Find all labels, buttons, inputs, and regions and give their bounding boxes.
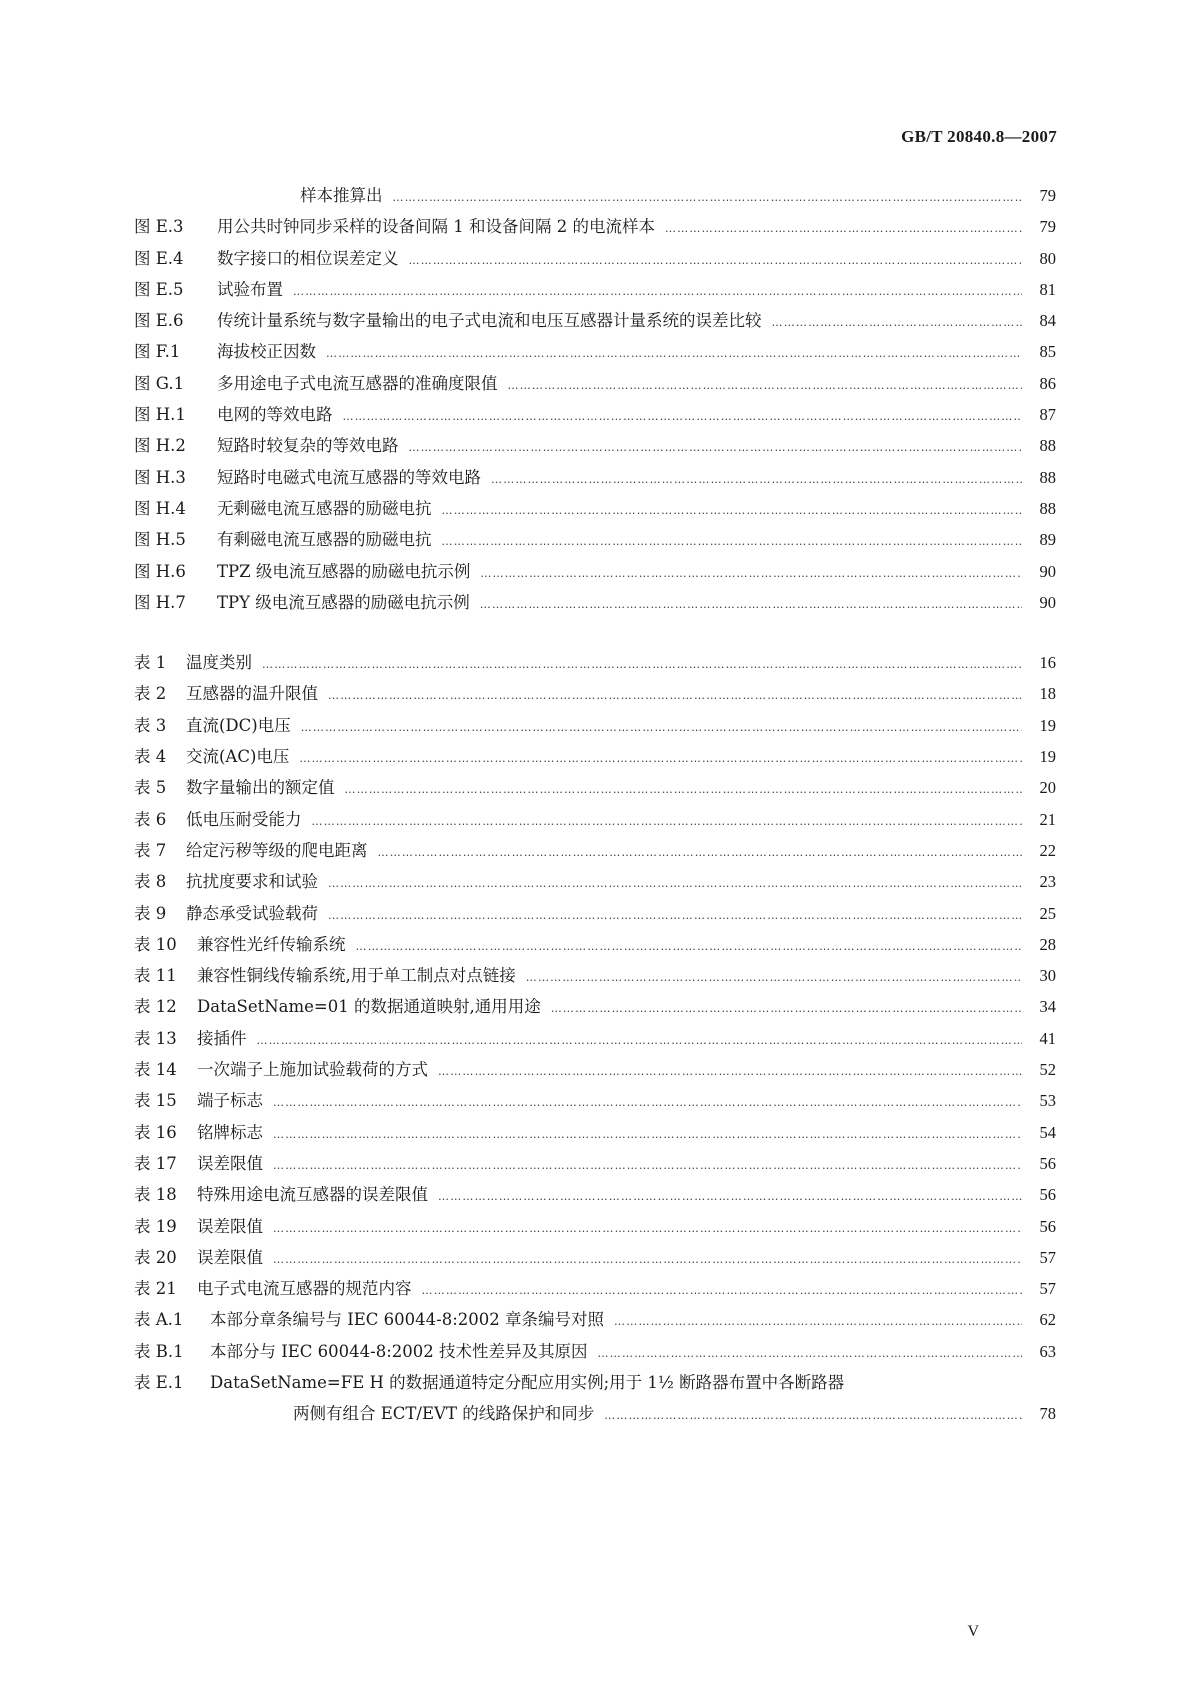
entry-page: 19	[1039, 715, 1056, 735]
entry-title: 样本推算出	[300, 186, 383, 205]
toc-entry[interactable]	[134, 1242, 1056, 1273]
page-number: V	[967, 1623, 979, 1640]
entry-page: 81	[1039, 279, 1056, 299]
toc-entry[interactable]	[134, 835, 1056, 866]
entry-number: 图 G.1	[134, 373, 185, 393]
entry-page: 84	[1039, 311, 1056, 331]
entry-page: 41	[1039, 1028, 1056, 1048]
entry-number: 表 3	[134, 715, 167, 735]
toc-entry[interactable]	[134, 1023, 1056, 1054]
entry-title: 端子标志	[197, 1091, 263, 1111]
entry-page: 56	[1039, 1185, 1056, 1205]
toc-entry[interactable]	[134, 1336, 1056, 1367]
dot-leader	[409, 432, 1023, 463]
entry-number: 图 H.5	[134, 530, 186, 550]
dot-leader	[273, 1087, 1022, 1118]
toc-entry[interactable]	[134, 741, 1056, 772]
toc-entry[interactable]	[134, 772, 1056, 803]
entry-title: 多用途电子式电流互感器的准确度限值	[217, 373, 498, 393]
entry-title: 试验布置	[217, 279, 283, 299]
entry-page: 57	[1039, 1279, 1056, 1299]
dot-leader	[438, 1056, 1022, 1087]
entry-page: 90	[1039, 561, 1056, 581]
dot-leader	[438, 1181, 1022, 1212]
entry-title: TPY 级电流互感器的励磁电抗示例	[217, 592, 470, 612]
entry-title: 短路时较复杂的等效电路	[217, 436, 399, 456]
entry-number: 表 13	[134, 1028, 177, 1048]
entry-number: 表 4	[134, 747, 167, 767]
entry-title: 短路时电磁式电流互感器的等效电路	[217, 467, 481, 487]
entry-page: 78	[1039, 1404, 1056, 1424]
dot-leader	[301, 712, 1022, 743]
entry-page: 88	[1039, 467, 1056, 487]
toc-entry[interactable]	[134, 991, 1056, 1022]
dot-leader	[442, 495, 1023, 526]
entry-number: 表 2	[134, 684, 167, 704]
entry-title: 数字量输出的额定值	[186, 778, 335, 798]
entry-page: 25	[1039, 903, 1056, 923]
entry-page: 34	[1039, 997, 1056, 1017]
entry-title: 互感器的温升限值	[186, 684, 318, 704]
entry-number: 图 E.3	[134, 217, 184, 237]
entry-page: 23	[1039, 872, 1056, 892]
entry-title: 接插件	[197, 1028, 247, 1048]
dot-leader	[343, 401, 1023, 432]
entry-number: 图 E.5	[134, 279, 184, 299]
entry-title: 特殊用途电流互感器的误差限值	[197, 1185, 428, 1205]
entry-number: 表 17	[134, 1153, 177, 1173]
toc-entry[interactable]	[134, 960, 1056, 991]
dot-leader	[345, 774, 1023, 805]
standard-code: GB/T 20840.8—2007	[901, 127, 1057, 146]
entry-title: 铭牌标志	[197, 1122, 263, 1142]
entry-number: 表 6	[134, 809, 167, 829]
dot-leader	[551, 993, 1022, 1024]
entry-page: 19	[1039, 747, 1056, 767]
entry-number: 表 21	[134, 1279, 177, 1299]
dot-leader	[356, 931, 1023, 962]
entry-number: 表 10	[134, 934, 177, 954]
entry-page: 79	[1039, 186, 1056, 205]
entry-page: 56	[1039, 1216, 1056, 1236]
dot-leader	[598, 1338, 1022, 1369]
entry-title: 传统计量系统与数字量输出的电子式电流和电压互感器计量系统的误差比较	[217, 311, 762, 331]
dot-leader	[262, 649, 1022, 680]
dot-leader	[772, 307, 1023, 338]
entry-title: DataSetName=FE H 的数据通道特定分配应用实例;用于 1½ 断路器布置中各断路器	[210, 1372, 845, 1392]
entry-page: 21	[1039, 809, 1056, 829]
entry-number: 表 E.1	[134, 1372, 184, 1392]
entry-title: 两侧有组合 ECT/EVT 的线路保护和同步	[293, 1404, 595, 1424]
entry-number: 表 5	[134, 778, 167, 798]
dot-leader	[526, 962, 1022, 993]
toc-entry[interactable]	[134, 804, 1056, 835]
entry-page: 85	[1039, 342, 1056, 362]
entry-title: 无剩磁电流互感器的励磁电抗	[217, 498, 432, 518]
toc-entry[interactable]	[134, 336, 1056, 367]
toc-entry[interactable]	[134, 1211, 1056, 1242]
dot-leader	[328, 868, 1022, 899]
dot-leader	[442, 526, 1023, 557]
entry-title: TPZ 级电流互感器的励磁电抗示例	[217, 561, 471, 581]
entry-page: 54	[1039, 1122, 1056, 1142]
entry-number: 表 11	[134, 966, 177, 986]
entry-title: 温度类别	[186, 653, 252, 673]
entry-number: 表 19	[134, 1216, 177, 1236]
toc-entry[interactable]	[134, 462, 1056, 493]
toc-entry[interactable]	[134, 929, 1056, 960]
entry-number: 图 F.1	[134, 342, 181, 362]
toc-entry[interactable]	[134, 243, 1056, 274]
toc-entry[interactable]	[134, 211, 1056, 242]
toc-entry[interactable]	[134, 180, 1056, 211]
entry-title: 误差限值	[197, 1247, 263, 1267]
entry-page: 57	[1039, 1247, 1056, 1267]
entry-page: 53	[1039, 1091, 1056, 1111]
dot-leader	[293, 276, 1022, 307]
toc-entry[interactable]	[134, 647, 1056, 678]
entry-title: 电子式电流互感器的规范内容	[197, 1279, 412, 1299]
entry-title: 交流(AC)电压	[186, 747, 290, 767]
entry-title: 静态承受试验载荷	[186, 903, 318, 923]
entry-title: 一次端子上施加试验载荷的方式	[197, 1060, 428, 1080]
entry-page: 56	[1039, 1153, 1056, 1173]
entry-title: 数字接口的相位误差定义	[217, 248, 399, 268]
entry-number: 图 H.3	[134, 467, 186, 487]
entry-page: 79	[1039, 217, 1056, 237]
entry-page: 18	[1039, 684, 1056, 704]
dot-leader	[312, 806, 1023, 837]
entry-number: 图 E.4	[134, 248, 184, 268]
entry-page: 22	[1039, 840, 1056, 860]
entry-page: 16	[1039, 653, 1056, 673]
entry-title: 兼容性光纤传输系统	[197, 934, 346, 954]
entry-number: 表 7	[134, 840, 167, 860]
toc-entry[interactable]	[134, 430, 1056, 461]
entry-number: 表 18	[134, 1185, 177, 1205]
entry-number: 表 8	[134, 872, 167, 892]
table-of-contents	[134, 180, 1056, 1430]
entry-number: 图 H.6	[134, 561, 186, 581]
entry-number: 图 H.7	[134, 592, 186, 612]
entry-title: 抗扰度要求和试验	[186, 872, 318, 892]
dot-leader	[328, 680, 1022, 711]
dot-leader	[257, 1025, 1023, 1056]
toc-entry[interactable]	[134, 1367, 1056, 1398]
dot-leader	[480, 558, 1022, 589]
dot-leader	[299, 743, 1022, 774]
toc-entry[interactable]	[134, 866, 1056, 897]
entry-number: 表 16	[134, 1122, 177, 1142]
entry-number: 图 H.2	[134, 436, 186, 456]
dot-leader	[328, 900, 1022, 931]
toc-entry[interactable]	[134, 274, 1056, 305]
dot-leader	[491, 464, 1022, 495]
entry-title: 海拔校正因数	[217, 342, 316, 362]
dot-leader	[378, 837, 1023, 868]
toc-entry[interactable]	[134, 556, 1056, 587]
dot-leader	[422, 1275, 1023, 1306]
dot-leader	[273, 1119, 1022, 1150]
entry-title: DataSetName=01 的数据通道映射,通用用途	[197, 997, 541, 1017]
entry-number: 表 20	[134, 1247, 177, 1267]
entry-title: 直流(DC)电压	[186, 715, 291, 735]
entry-title: 电网的等效电路	[217, 405, 333, 425]
dot-leader	[604, 1400, 1022, 1431]
dot-leader	[273, 1244, 1022, 1275]
toc-entry[interactable]	[134, 305, 1056, 336]
entry-page: 52	[1039, 1060, 1056, 1080]
entry-page: 86	[1039, 373, 1056, 393]
entry-page: 63	[1039, 1341, 1056, 1361]
dot-leader	[393, 182, 1023, 213]
entry-number: 图 E.6	[134, 311, 184, 331]
entry-number: 表 14	[134, 1060, 177, 1080]
toc-entry[interactable]	[134, 1304, 1056, 1335]
dot-leader	[665, 213, 1022, 244]
toc-entry[interactable]	[134, 1085, 1056, 1116]
entry-page: 89	[1039, 530, 1056, 550]
entry-number: 表 B.1	[134, 1341, 184, 1361]
entry-page: 88	[1039, 498, 1056, 518]
toc-entry[interactable]	[134, 1179, 1056, 1210]
toc-entry[interactable]	[134, 1054, 1056, 1085]
toc-entry[interactable]	[134, 678, 1056, 709]
entry-title: 误差限值	[197, 1153, 263, 1173]
toc-entry[interactable]	[134, 1398, 1056, 1429]
entry-number: 表 9	[134, 903, 167, 923]
toc-entry[interactable]	[134, 1117, 1056, 1148]
entry-page: 62	[1039, 1310, 1056, 1330]
entry-title: 给定污秽等级的爬电距离	[186, 840, 368, 860]
entry-title: 用公共时钟同步采样的设备间隔 1 和设备间隔 2 的电流样本	[217, 217, 655, 237]
toc-entry[interactable]	[134, 710, 1056, 741]
entry-title: 低电压耐受能力	[186, 809, 302, 829]
dot-leader	[480, 589, 1022, 620]
entry-page: 30	[1039, 966, 1056, 986]
entry-title: 有剩磁电流互感器的励磁电抗	[217, 530, 432, 550]
entry-title: 兼容性铜线传输系统,用于单工制点对点链接	[197, 966, 516, 986]
entry-number: 图 H.4	[134, 498, 186, 518]
toc-entry[interactable]	[134, 587, 1056, 618]
entry-number: 表 15	[134, 1091, 177, 1111]
toc-entry[interactable]	[134, 1273, 1056, 1304]
toc-entry[interactable]	[134, 399, 1056, 430]
entry-number: 表 A.1	[134, 1310, 184, 1330]
toc-entry[interactable]	[134, 898, 1056, 929]
dot-leader	[326, 338, 1022, 369]
toc-entry[interactable]	[134, 368, 1056, 399]
entry-page: 80	[1039, 248, 1056, 268]
entry-number: 表 1	[134, 653, 167, 673]
entry-title: 本部分与 IEC 60044-8:2002 技术性差异及其原因	[210, 1341, 588, 1361]
toc-entry[interactable]	[134, 1148, 1056, 1179]
toc-entry[interactable]	[134, 524, 1056, 555]
entry-number: 表 12	[134, 997, 177, 1017]
dot-leader	[508, 370, 1023, 401]
entry-title: 本部分章条编号与 IEC 60044-8:2002 章条编号对照	[210, 1310, 605, 1330]
entry-page: 20	[1039, 778, 1056, 798]
entry-page: 90	[1039, 592, 1056, 612]
dot-leader	[273, 1150, 1022, 1181]
entry-title: 误差限值	[197, 1216, 263, 1236]
entry-page: 88	[1039, 436, 1056, 456]
entry-page: 28	[1039, 934, 1056, 954]
dot-leader	[409, 245, 1023, 276]
entry-number: 图 H.1	[134, 405, 186, 425]
dot-leader	[273, 1213, 1022, 1244]
toc-entry[interactable]	[134, 493, 1056, 524]
dot-leader	[614, 1306, 1022, 1337]
entry-page: 87	[1039, 405, 1056, 425]
